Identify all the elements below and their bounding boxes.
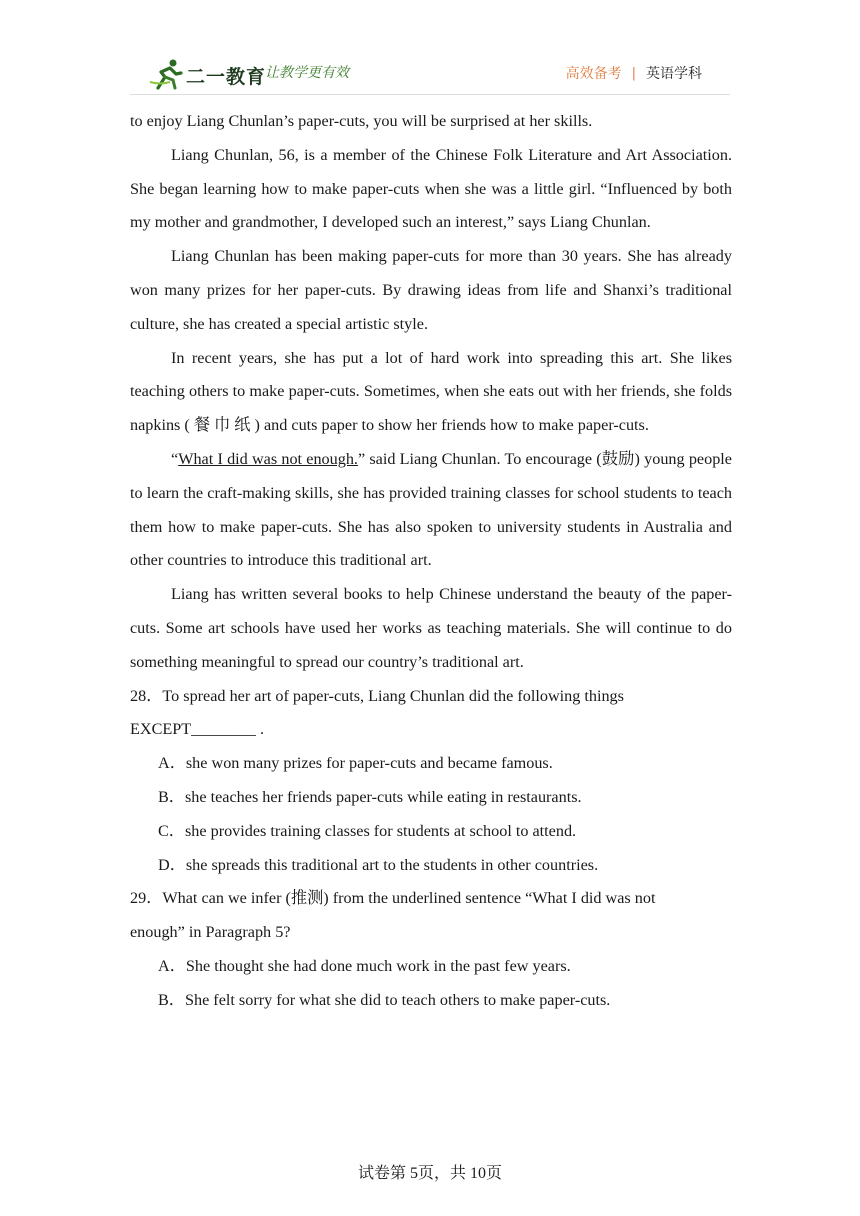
- logo-name: 二一教育: [186, 65, 267, 88]
- passage-paragraph: to enjoy Liang Chunlan’s paper-cuts, you will be surprised at her skills.: [130, 112, 593, 130]
- question-28-option-b: B．she teaches her friends paper-cuts while eating in restaurants.: [158, 787, 582, 806]
- header-subject-label: 英语学科: [646, 66, 702, 82]
- question-29-option-a: A．She thought she had done much work in the past few years.: [158, 956, 571, 975]
- question-28-option-d: D．she spreads this traditional art to the students in other countries.: [158, 855, 599, 874]
- passage-paragraph: In recent years, she has put a lot of hard work into spreading this art. She likes teaching others to make paper-cuts. Sometimes, when she eats out with her friends, she folds napkins ( 餐 巾 纸 ) and cuts paper to show her friends how to make paper-cuts.: [130, 348, 732, 435]
- page-content: [130, 105, 732, 1018]
- passage-paragraph: Liang has written several books to help Chinese understand the beauty of the paper-cuts. Some art schools have used her works as teaching materials. She will continue to do something meaningful to spread our country’s traditional art.: [130, 585, 732, 671]
- passage-paragraph: Liang Chunlan, 56, is a member of the Chinese Folk Literature and Art Association. She began learning how to make paper-cuts when she was a little girl. “Influenced by both my mother and grandmother, I developed such an interest,” says Liang Chunlan.: [130, 145, 732, 232]
- header-subject: [566, 63, 702, 83]
- header-exam-label: 高效备考: [565, 66, 622, 82]
- passage-paragraph: Liang Chunlan has been making paper-cuts for more than 30 years. She has already won many prizes for her paper-cuts. By drawing ideas from life and Shanxi’s traditional culture, she has created a special artistic style.: [130, 247, 732, 333]
- paragraph-rest: ” said Liang Chunlan. To encourage (鼓励) young people to learn the craft-making skills, she has provided training classes for school students to teach them how to make paper-cuts. She has also spoken to university students in Australia and other countries to introduce this traditional art.: [130, 449, 732, 570]
- question-28-option-a: A．she won many prizes for paper-cuts and became famous.: [158, 754, 553, 773]
- runner-logo-icon: [148, 58, 184, 92]
- brand-logo: [148, 58, 266, 92]
- header-separator: |: [631, 65, 636, 81]
- passage-paragraph-5: [130, 443, 732, 578]
- open-quote: “: [171, 449, 179, 468]
- logo-slogan: 让教学更有效: [265, 65, 349, 81]
- page-footer: 试卷第 5页，共 10页: [357, 1165, 502, 1182]
- question-28-option-c: C．she provides training classes for students at school to attend.: [158, 821, 577, 840]
- page-header: [0, 0, 860, 100]
- question-29-stem-cont: enough” in Paragraph 5?: [130, 923, 291, 942]
- question-28-stem: 28．To spread her art of paper-cuts, Liang Chunlan did the following things: [130, 686, 624, 705]
- question-29-option-b: B．She felt sorry for what she did to teach others to make paper-cuts.: [158, 990, 611, 1009]
- header-divider: [130, 94, 730, 95]
- question-28-stem-cont: EXCEPT________ .: [130, 720, 264, 739]
- question-29-stem: 29．What can we infer (推测) from the underlined sentence “What I did was not: [130, 889, 656, 908]
- underlined-sentence: What I did was not enough.: [178, 449, 358, 468]
